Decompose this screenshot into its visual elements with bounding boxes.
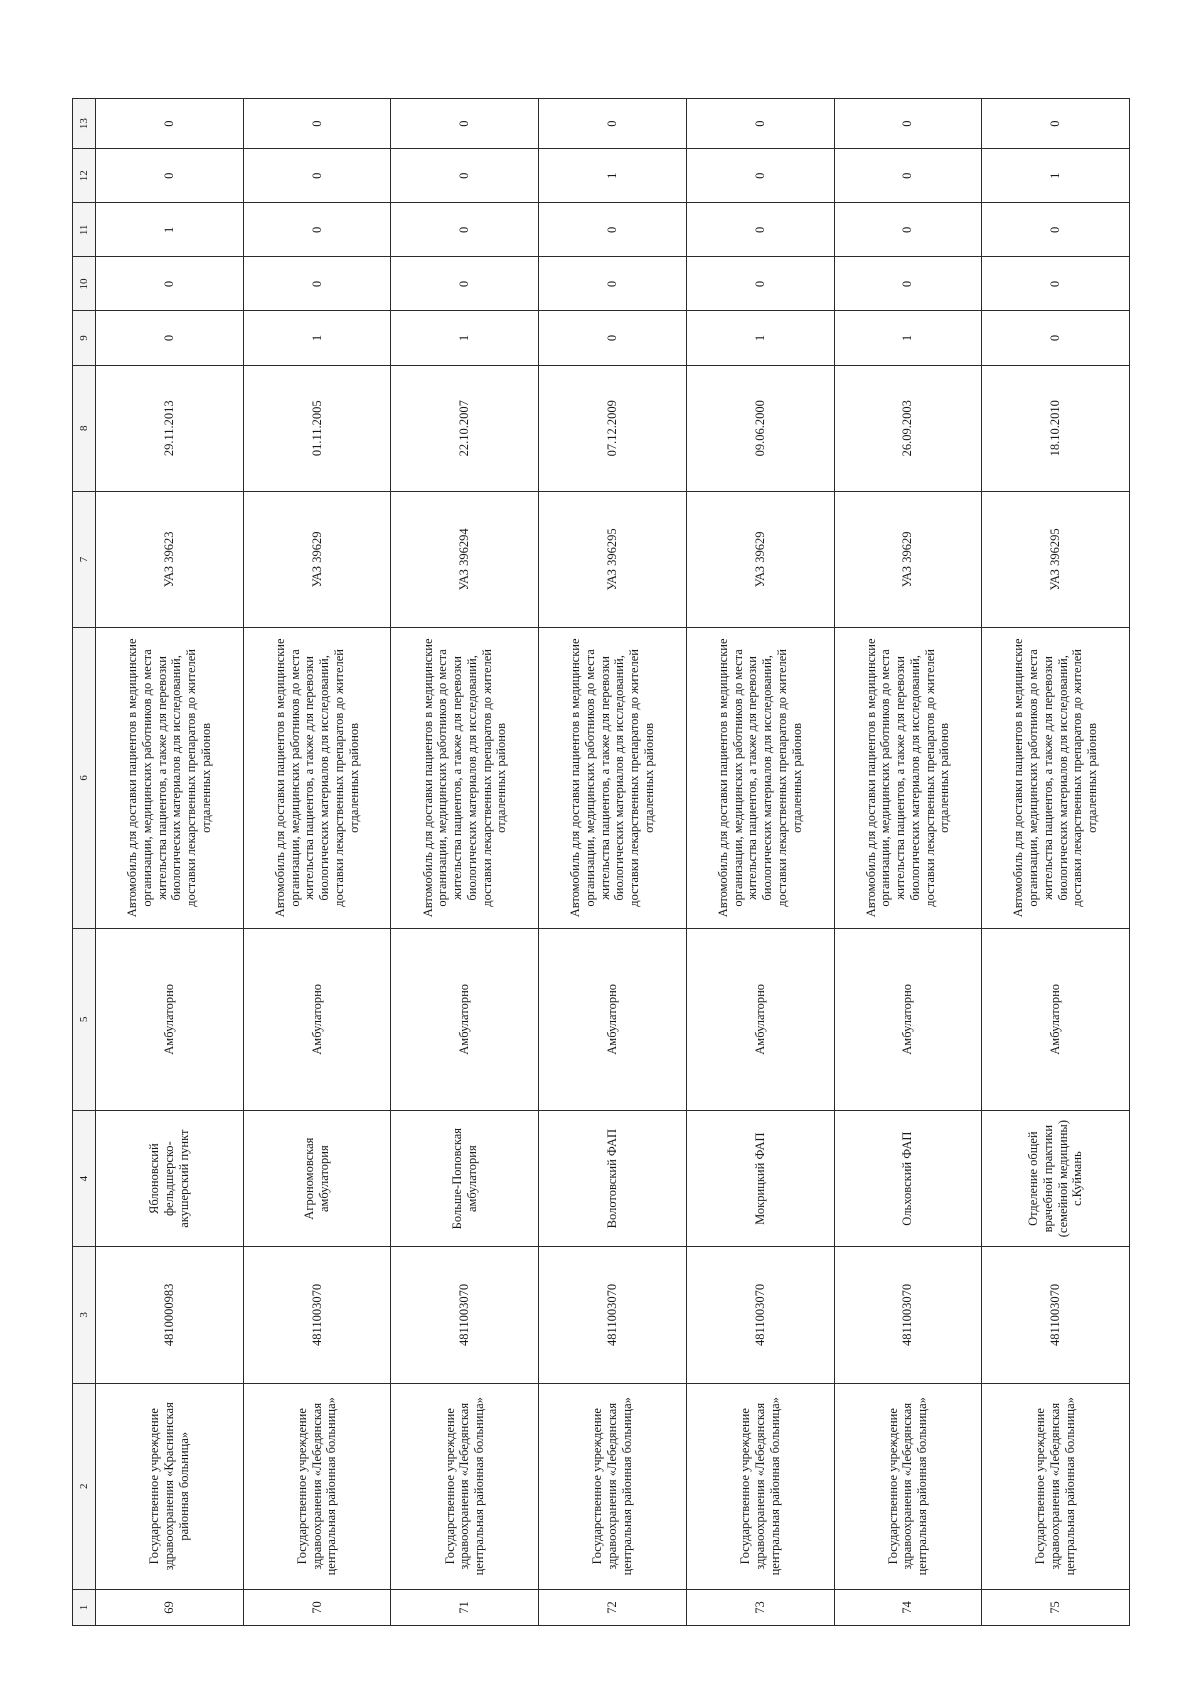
inn-code: 4811003070 — [686, 1247, 834, 1383]
vehicle-table — [72, 98, 1130, 1626]
count-col-11: 0 — [686, 203, 834, 257]
table-row — [834, 99, 982, 1626]
count-col-10: 0 — [243, 257, 391, 311]
inn-code: 4811003070 — [982, 1247, 1130, 1383]
facility-unit: Агрономовская амбулатория — [243, 1111, 391, 1247]
facility-unit: Волотовский ФАП — [539, 1111, 687, 1247]
inn-code: 4811003070 — [391, 1247, 539, 1383]
table-row — [96, 99, 244, 1626]
registration-date: 22.10.2007 — [391, 365, 539, 491]
vehicle-purpose: Автомобиль для доставки пациентов в медицинские организации, медицинских работников до места жительства пациентов, а также для перевозки биологических материалов для исследований, доставки лекарственных препаратов до жителей отдаленных районов — [686, 628, 834, 929]
registration-date: 09.06.2000 — [686, 365, 834, 491]
registration-date: 29.11.2013 — [96, 365, 244, 491]
vehicle-purpose: Автомобиль для доставки пациентов в медицинские организации, медицинских работников до места жительства пациентов, а также для перевозки биологических материалов для исследований, доставки лекарственных препаратов до жителей отдаленных районов — [243, 628, 391, 929]
vehicle-purpose: Автомобиль для доставки пациентов в медицинские организации, медицинских работников до места жительства пациентов, а также для перевозки биологических материалов для исследований, доставки лекарственных препаратов до жителей отдаленных районов — [96, 628, 244, 929]
count-col-11: 1 — [96, 203, 244, 257]
care-type: Амбулаторно — [96, 928, 244, 1110]
row-number: 70 — [243, 1589, 391, 1625]
care-type: Амбулаторно — [686, 928, 834, 1110]
count-col-11: 0 — [539, 203, 687, 257]
institution-name: Государственное учреждение здравоохранения «Лебедянская центральная районная больница» — [391, 1383, 539, 1589]
care-type: Амбулаторно — [834, 928, 982, 1110]
inn-code: 4811003070 — [834, 1247, 982, 1383]
column-number: 5 — [73, 928, 96, 1110]
column-number: 9 — [73, 311, 96, 365]
row-number: 73 — [686, 1589, 834, 1625]
count-col-9: 0 — [96, 311, 244, 365]
table-row — [243, 99, 391, 1626]
rotated-page — [72, 98, 1130, 1626]
inn-code: 4810000983 — [96, 1247, 244, 1383]
vehicle-model: УАЗ 39629 — [686, 491, 834, 627]
count-col-11: 0 — [243, 203, 391, 257]
institution-name: Государственное учреждение здравоохранения «Лебедянская центральная районная больница» — [834, 1383, 982, 1589]
column-number: 10 — [73, 257, 96, 311]
registration-date: 07.12.2009 — [539, 365, 687, 491]
count-col-10: 0 — [686, 257, 834, 311]
care-type: Амбулаторно — [391, 928, 539, 1110]
vehicle-purpose: Автомобиль для доставки пациентов в медицинские организации, медицинских работников до места жительства пациентов, а также для перевозки биологических материалов для исследований, доставки лекарственных препаратов до жителей отдаленных районов — [539, 628, 687, 929]
count-col-10: 0 — [834, 257, 982, 311]
column-number: 3 — [73, 1247, 96, 1383]
vehicle-model: УАЗ 39629 — [243, 491, 391, 627]
vehicle-model: УАЗ 39629 — [834, 491, 982, 627]
row-number: 74 — [834, 1589, 982, 1625]
count-col-11: 0 — [391, 203, 539, 257]
table-row — [686, 99, 834, 1626]
registration-date: 26.09.2003 — [834, 365, 982, 491]
count-col-12: 0 — [391, 149, 539, 203]
institution-name: Государственное учреждение здравоохранения «Краснинская районная больница» — [96, 1383, 244, 1589]
inn-code: 4811003070 — [539, 1247, 687, 1383]
count-col-9: 1 — [243, 311, 391, 365]
count-col-13: 0 — [243, 99, 391, 149]
facility-unit: Отделение общей врачебной практики (семейной медицины) с.Куймань — [982, 1111, 1130, 1247]
column-number: 4 — [73, 1111, 96, 1247]
registration-date: 18.10.2010 — [982, 365, 1130, 491]
column-number: 13 — [73, 99, 96, 149]
count-col-13: 0 — [96, 99, 244, 149]
count-col-13: 0 — [539, 99, 687, 149]
count-col-13: 0 — [982, 99, 1130, 149]
column-number: 2 — [73, 1383, 96, 1589]
facility-unit: Мокрицкий ФАП — [686, 1111, 834, 1247]
table-row — [539, 99, 687, 1626]
institution-name: Государственное учреждение здравоохранения «Лебедянская центральная районная больница» — [243, 1383, 391, 1589]
count-col-10: 0 — [391, 257, 539, 311]
count-col-12: 0 — [243, 149, 391, 203]
count-col-11: 0 — [834, 203, 982, 257]
count-col-10: 0 — [982, 257, 1130, 311]
count-col-12: 0 — [686, 149, 834, 203]
row-number: 69 — [96, 1589, 244, 1625]
table-row — [982, 99, 1130, 1626]
count-col-12: 1 — [982, 149, 1130, 203]
count-col-13: 0 — [834, 99, 982, 149]
count-col-9: 1 — [834, 311, 982, 365]
row-number: 75 — [982, 1589, 1130, 1625]
column-number: 11 — [73, 203, 96, 257]
count-col-10: 0 — [539, 257, 687, 311]
vehicle-model: УАЗ 396295 — [539, 491, 687, 627]
vehicle-purpose: Автомобиль для доставки пациентов в медицинские организации, медицинских работников до места жительства пациентов, а также для перевозки биологических материалов для исследований, доставки лекарственных препаратов до жителей отдаленных районов — [391, 628, 539, 929]
facility-unit: Ольховский ФАП — [834, 1111, 982, 1247]
count-col-9: 0 — [982, 311, 1130, 365]
count-col-13: 0 — [391, 99, 539, 149]
column-number: 1 — [73, 1589, 96, 1625]
row-number: 72 — [539, 1589, 687, 1625]
institution-name: Государственное учреждение здравоохранения «Лебедянская центральная районная больница» — [982, 1383, 1130, 1589]
institution-name: Государственное учреждение здравоохранения «Лебедянская центральная районная больница» — [539, 1383, 687, 1589]
column-number-row — [73, 99, 96, 1626]
vehicle-model: УАЗ 396295 — [982, 491, 1130, 627]
vehicle-purpose: Автомобиль для доставки пациентов в медицинские организации, медицинских работников до места жительства пациентов, а также для перевозки биологических материалов для исследований, доставки лекарственных препаратов до жителей отдаленных районов — [834, 628, 982, 929]
care-type: Амбулаторно — [982, 928, 1130, 1110]
care-type: Амбулаторно — [539, 928, 687, 1110]
vehicle-model: УАЗ 396294 — [391, 491, 539, 627]
count-col-12: 0 — [834, 149, 982, 203]
count-col-10: 0 — [96, 257, 244, 311]
count-col-9: 0 — [539, 311, 687, 365]
table-row — [391, 99, 539, 1626]
count-col-11: 0 — [982, 203, 1130, 257]
column-number: 6 — [73, 628, 96, 929]
facility-unit: Яблоновский фельдшерско-акушерский пункт — [96, 1111, 244, 1247]
count-col-12: 1 — [539, 149, 687, 203]
column-number: 12 — [73, 149, 96, 203]
count-col-13: 0 — [686, 99, 834, 149]
inn-code: 4811003070 — [243, 1247, 391, 1383]
care-type: Амбулаторно — [243, 928, 391, 1110]
count-col-12: 0 — [96, 149, 244, 203]
count-col-9: 1 — [686, 311, 834, 365]
facility-unit: Больше-Поповская амбулатория — [391, 1111, 539, 1247]
vehicle-model: УАЗ 39623 — [96, 491, 244, 627]
institution-name: Государственное учреждение здравоохранения «Лебедянская центральная районная больница» — [686, 1383, 834, 1589]
count-col-9: 1 — [391, 311, 539, 365]
vehicle-purpose: Автомобиль для доставки пациентов в медицинские организации, медицинских работников до места жительства пациентов, а также для перевозки биологических материалов для исследований, доставки лекарственных препаратов до жителей отдаленных районов — [982, 628, 1130, 929]
column-number: 8 — [73, 365, 96, 491]
column-number: 7 — [73, 491, 96, 627]
row-number: 71 — [391, 1589, 539, 1625]
registration-date: 01.11.2005 — [243, 365, 391, 491]
